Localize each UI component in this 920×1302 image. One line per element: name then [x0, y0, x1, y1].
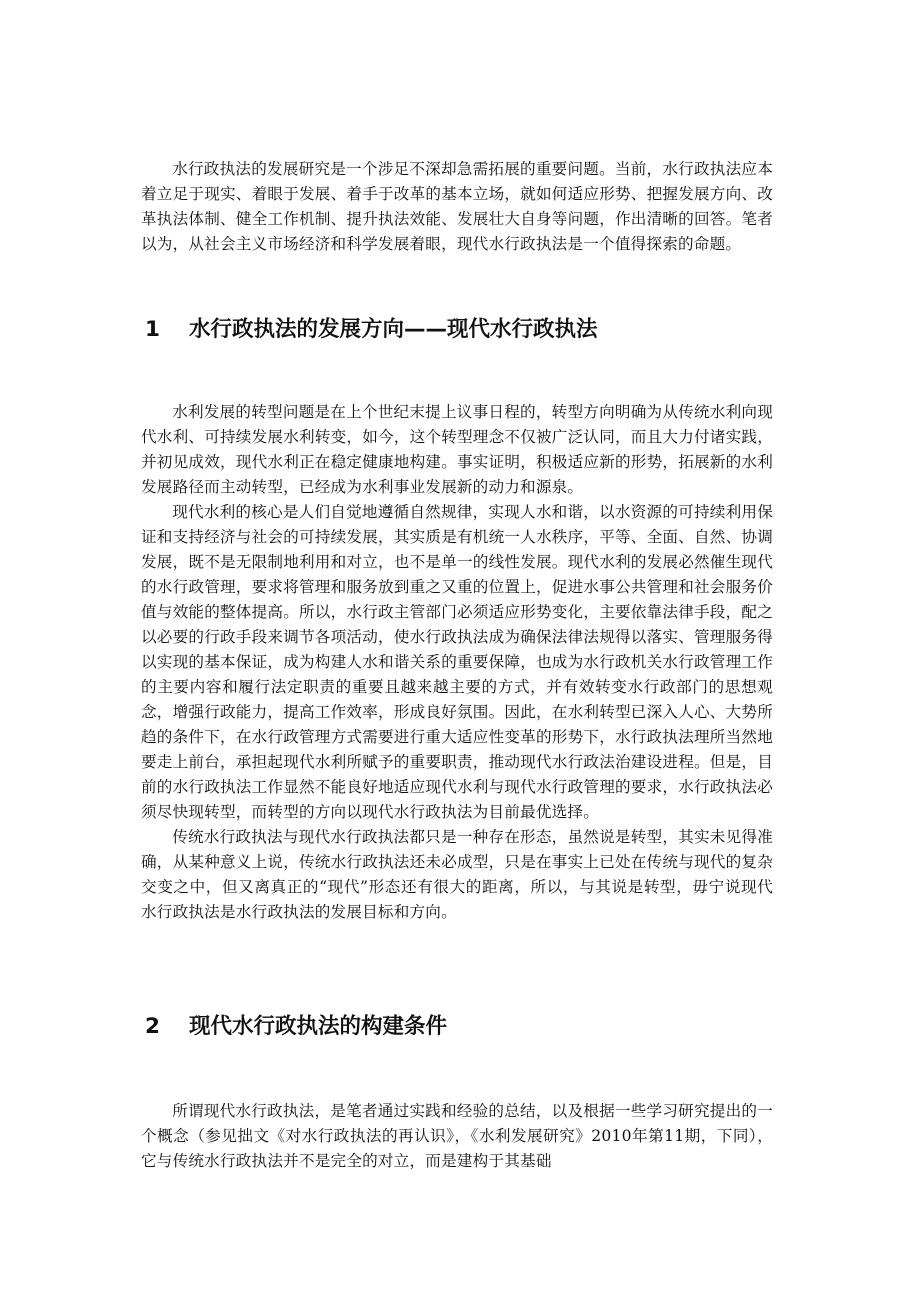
section-1-paragraph: 现代水利的核心是人们自觉地遵循自然规律，实现人水和谐，以水资源的可持续利用保证和支持经济与社会的可持续发展，其实质是有机统一人水秩序，平等、全面、自然、协调发展，既不是无限制地利用和对立，也不是单一的线性发展。现代水利的发展必然催生现代的水行政管理，要求将管理和服务放到重之又重的位置上，促进水事公共管理和社会服务价值与效能的整体提高。所以，水行政主管部门必须适应形势变化，主要依靠法律手段，配之以必要的行政手段来调节各项活动，使水行政执法成为确保法律法规得以落实、管理服务得以实现的基本保证，成为构建人水和谐关系的重要保障，也成为水行政机关水行政管理工作的主要内容和履行法定职责的重要且越来越主要的方式，并有效转变水行政部门的思想观念，增强行政能力，提高工作效率，形成良好氛围。因此，在水利转型已深入人心、大势所趋的条件下，在水行政管理方式需要进行重大适应性变革的形势下，水行政执法理所当然地要走上前台，承担起现代水利所赋予的重要职责，推动现代水行政法治建设进程。但是，目前的水行政执法工作显然不能良好地适应现代水利与现代水行政管理的要求，水行政执法必须尽快现转型，而转型的方向以现代水行政执法为目前最优选择。 [141, 503, 773, 821]
section-2-title: 现代水行政执法的构建条件 [189, 1014, 448, 1039]
section-1-heading [141, 315, 773, 345]
section-2-heading-block [141, 1012, 773, 1042]
section-1-body [141, 400, 773, 925]
section-1-paragraph: 水利发展的转型问题是在上个世纪末提上议事日程的，转型方向明确为从传统水利向现代水利、可持续发展水利转变，如今，这个转型理念不仅被广泛认同，而且大力付诸实践，并初见成效，现代水利正在稳定健康地构建。事实证明，积极适应新的形势，拓展新的水利发展路径而主动转型，已经成为水利事业发展新的动力和源泉。 [141, 403, 773, 496]
section-2-paragraph: 所谓现代水行政执法，是笔者通过实践和经验的总结，以及根据一些学习研究提出的一个概念（参见拙文《对水行政执法的再认识》，《水利发展研究》2010年第11期，下同），它与传统水行政执法并不是完全的对立，而是建构于其基础 [141, 1102, 773, 1170]
section-1-paragraph: 传统水行政执法与现代水行政执法都只是一种存在形态，虽然说是转型，其实未见得准确，从某种意义上说，传统水行政执法还未必成型，只是在事实上已处在传统与现代的复杂交变之中，但又离真正的“现代”形态还有很大的距离，所以，与其说是转型，毋宁说现代水行政执法是水行政执法的发展目标和方向。 [141, 828, 773, 921]
intro-paragraph: 水行政执法的发展研究是一个涉足不深却急需拓展的重要问题。当前，水行政执法应本着立足于现实、着眼于发展、着手于改革的基本立场，就如何适应形势、把握发展方向、改革执法体制、健全工作机制、提升执法效能、发展壮大自身等问题，作出清晰的回答。笔者以为，从社会主义市场经济和科学发展着眼，现代水行政执法是一个值得探索的命题。 [141, 160, 773, 253]
section-2-heading [141, 1012, 773, 1042]
section-2-body [141, 1099, 773, 1174]
section-2-number: 2 [145, 1014, 160, 1039]
intro-block [141, 157, 773, 257]
section-1-heading-block [141, 315, 773, 345]
section-1-number: 1 [145, 317, 160, 342]
section-1-title: 水行政执法的发展方向——现代水行政执法 [189, 317, 598, 342]
